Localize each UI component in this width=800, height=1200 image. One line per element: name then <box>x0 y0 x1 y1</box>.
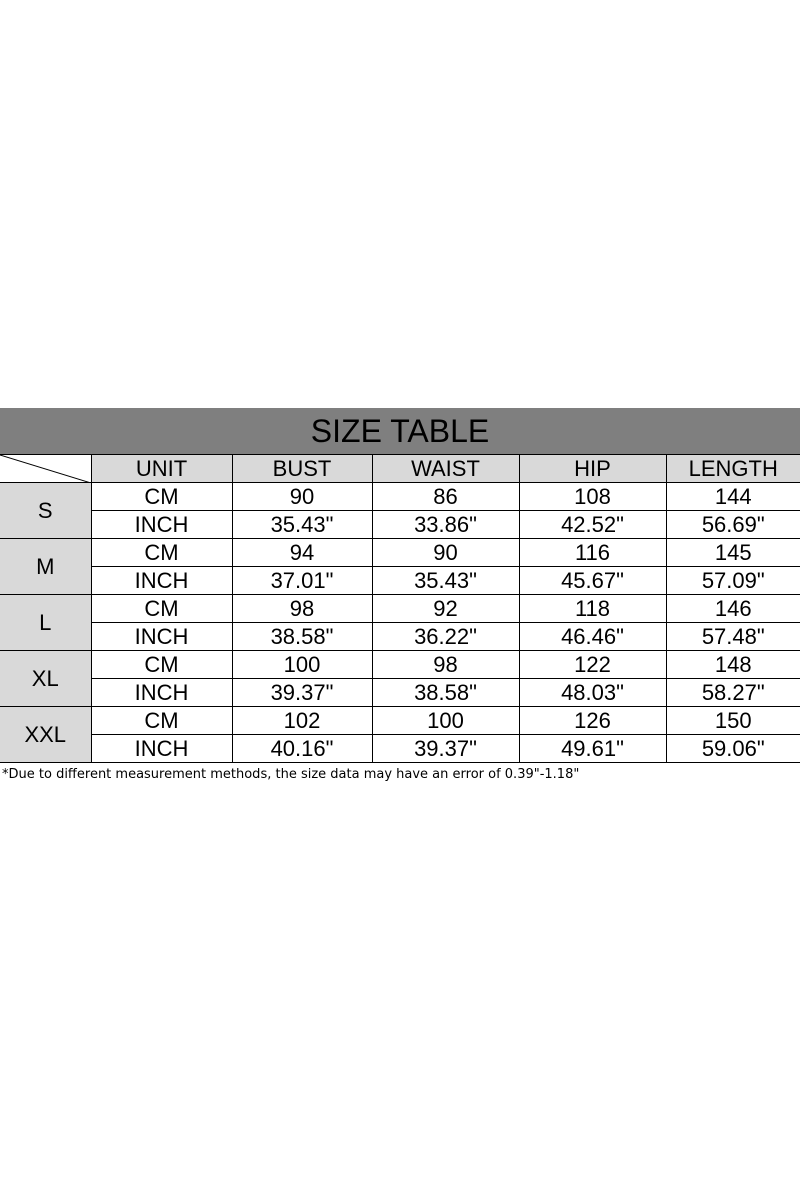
table-row <box>0 735 800 763</box>
measurement-cell: 46.46" <box>519 623 666 651</box>
measurement-cell: 108 <box>519 483 666 511</box>
table-row <box>0 651 800 679</box>
table-row <box>0 679 800 707</box>
measurement-cell: 92 <box>372 595 519 623</box>
measurement-cell: 38.58" <box>372 679 519 707</box>
unit-cell: INCH <box>91 735 232 763</box>
size-label: S <box>0 483 91 539</box>
table-row <box>0 483 800 511</box>
unit-cell: INCH <box>91 623 232 651</box>
measurement-cell: 49.61" <box>519 735 666 763</box>
table-row <box>0 707 800 735</box>
measurement-cell: 102 <box>232 707 372 735</box>
measurement-cell: 37.01" <box>232 567 372 595</box>
unit-cell: INCH <box>91 679 232 707</box>
measurement-cell: 145 <box>666 539 800 567</box>
measurement-cell: 94 <box>232 539 372 567</box>
measurement-cell: 33.86" <box>372 511 519 539</box>
measurement-cell: 144 <box>666 483 800 511</box>
measurement-cell: 148 <box>666 651 800 679</box>
measurement-cell: 90 <box>232 483 372 511</box>
size-label: XXL <box>0 707 91 763</box>
measurement-cell: 35.43" <box>372 567 519 595</box>
measurement-cell: 86 <box>372 483 519 511</box>
header-row <box>0 455 800 483</box>
measurement-cell: 48.03" <box>519 679 666 707</box>
size-label: L <box>0 595 91 651</box>
corner-cell <box>0 455 91 483</box>
diagonal-divider-icon <box>0 455 91 483</box>
measurement-cell: 36.22" <box>372 623 519 651</box>
table-row <box>0 623 800 651</box>
measurement-cell: 40.16" <box>232 735 372 763</box>
measurement-cell: 116 <box>519 539 666 567</box>
unit-cell: CM <box>91 707 232 735</box>
column-header-waist: WAIST <box>372 455 519 483</box>
unit-cell: CM <box>91 595 232 623</box>
table-row <box>0 595 800 623</box>
unit-cell: CM <box>91 483 232 511</box>
measurement-cell: 90 <box>372 539 519 567</box>
measurement-cell: 118 <box>519 595 666 623</box>
measurement-cell: 59.06" <box>666 735 800 763</box>
column-header-unit: UNIT <box>91 455 232 483</box>
column-header-bust: BUST <box>232 455 372 483</box>
size-chart <box>0 408 800 782</box>
measurement-note: *Due to different measurement methods, the size data may have an error of 0.39"-1.18" <box>2 767 580 782</box>
size-label: XL <box>0 651 91 707</box>
measurement-cell: 39.37" <box>232 679 372 707</box>
unit-cell: CM <box>91 539 232 567</box>
measurement-cell: 100 <box>232 651 372 679</box>
measurement-cell: 57.09" <box>666 567 800 595</box>
measurement-cell: 58.27" <box>666 679 800 707</box>
measurement-cell: 45.67" <box>519 567 666 595</box>
table-row <box>0 539 800 567</box>
measurement-cell: 38.58" <box>232 623 372 651</box>
size-table <box>0 454 800 763</box>
measurement-cell: 39.37" <box>372 735 519 763</box>
measurement-cell: 98 <box>372 651 519 679</box>
measurement-cell: 122 <box>519 651 666 679</box>
measurement-cell: 126 <box>519 707 666 735</box>
measurement-cell: 150 <box>666 707 800 735</box>
measurement-cell: 42.52" <box>519 511 666 539</box>
unit-cell: CM <box>91 651 232 679</box>
measurement-cell: 98 <box>232 595 372 623</box>
column-header-length: LENGTH <box>666 455 800 483</box>
measurement-cell: 57.48" <box>666 623 800 651</box>
column-header-hip: HIP <box>519 455 666 483</box>
table-row <box>0 567 800 595</box>
unit-cell: INCH <box>91 511 232 539</box>
measurement-cell: 146 <box>666 595 800 623</box>
table-title: SIZE TABLE <box>0 408 800 454</box>
table-row <box>0 511 800 539</box>
measurement-cell: 56.69" <box>666 511 800 539</box>
size-label: M <box>0 539 91 595</box>
measurement-cell: 35.43" <box>232 511 372 539</box>
unit-cell: INCH <box>91 567 232 595</box>
measurement-cell: 100 <box>372 707 519 735</box>
